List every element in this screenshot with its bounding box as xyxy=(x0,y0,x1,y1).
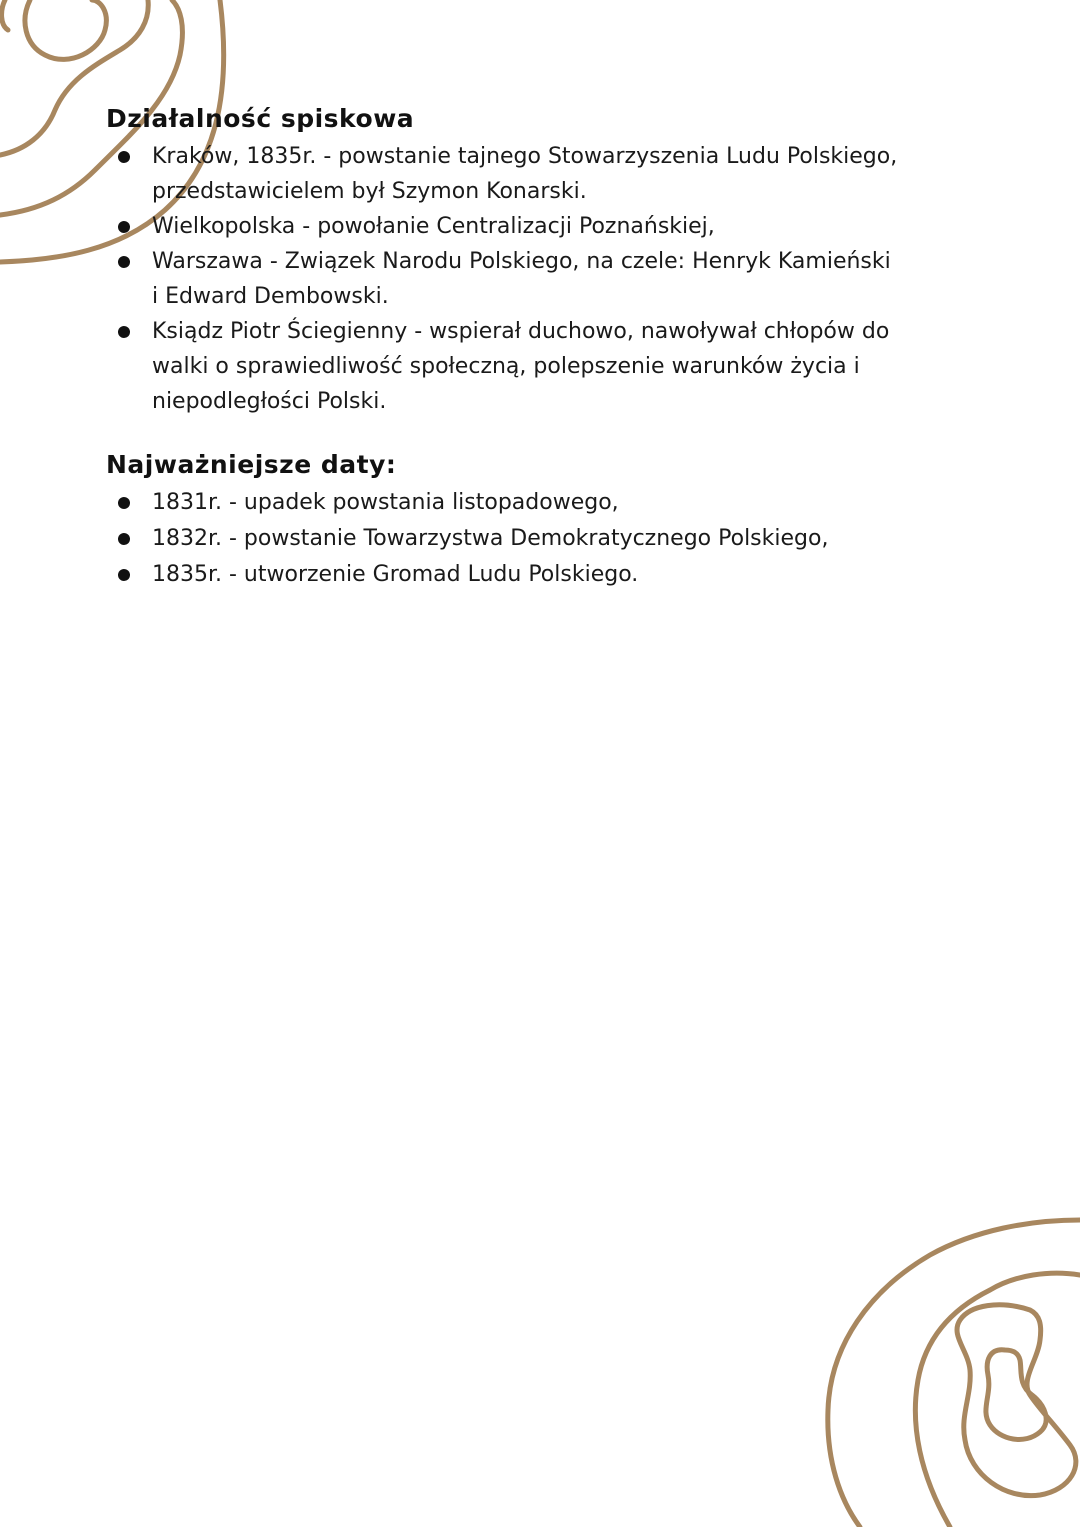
list-item: Kraków, 1835r. - powstanie tajnego Stowarzyszenia Ludu Polskiego, przedstawicielem był Szymon Konarski. xyxy=(106,139,1006,209)
bullet-icon xyxy=(118,497,130,509)
list-item: Warszawa - Związek Narodu Polskiego, na czele: Henryk Kamieński i Edward Dembowski. xyxy=(106,244,1006,314)
bullet-icon xyxy=(118,569,130,581)
list-item: Wielkopolska - powołanie Centralizacji Poznańskiej, xyxy=(106,209,1006,244)
swirl-decoration-bottom-icon xyxy=(800,1200,1080,1527)
bullet-icon xyxy=(118,256,130,268)
bullet-list xyxy=(106,485,1006,593)
list-item: 1832r. - powstanie Towarzystwa Demokratycznego Polskiego, xyxy=(106,521,1006,557)
section-key-dates xyxy=(106,450,1006,593)
section-conspiracy xyxy=(106,104,1006,419)
list-item: Ksiądz Piotr Ściegienny - wspierał duchowo, nawoływał chłopów do walki o sprawiedliwość społeczną, polepszenie warunków życia i niepodległości Polski. xyxy=(106,314,1006,419)
bullet-icon xyxy=(118,533,130,545)
list-item: 1831r. - upadek powstania listopadowego, xyxy=(106,485,1006,521)
section-heading: Najważniejsze daty: xyxy=(106,450,397,479)
bullet-icon xyxy=(118,221,130,233)
section-heading: Działalność spiskowa xyxy=(106,104,415,133)
list-item: 1835r. - utworzenie Gromad Ludu Polskiego. xyxy=(106,557,1006,593)
bullet-icon xyxy=(118,326,130,338)
bullet-list xyxy=(106,139,1006,419)
bullet-icon xyxy=(118,151,130,163)
